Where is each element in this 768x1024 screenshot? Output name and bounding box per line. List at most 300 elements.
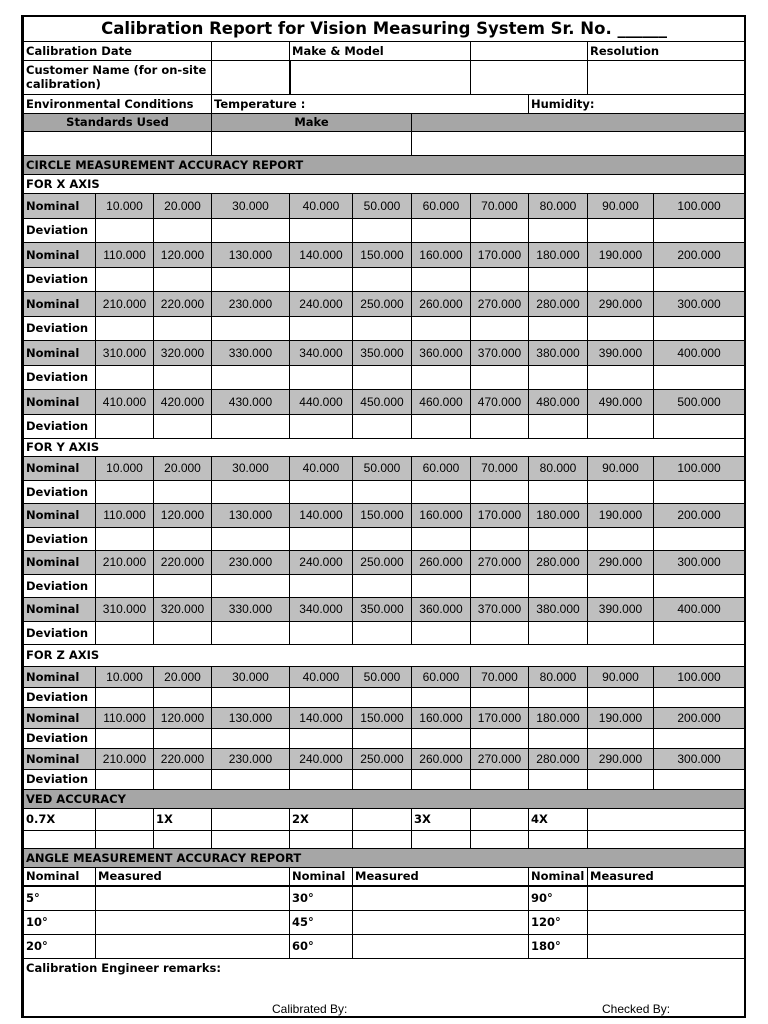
deviation-value-field[interactable] [529, 480, 588, 503]
nominal-value: 290.000 [588, 550, 654, 574]
deviation-value-field[interactable] [290, 316, 353, 340]
deviation-value-field[interactable] [412, 527, 471, 550]
nominal-value: 350.000 [353, 340, 412, 365]
ved-blank[interactable] [471, 830, 529, 848]
ved-mag-label: 2X [290, 808, 353, 830]
nominal-value: 140.000 [290, 707, 353, 728]
deviation-value-field[interactable] [212, 527, 290, 550]
nominal-value: 410.000 [96, 389, 154, 414]
nominal-value: 480.000 [529, 389, 588, 414]
nominal-value: 400.000 [654, 340, 745, 365]
ved-blank[interactable] [588, 830, 745, 848]
nominal-value: 290.000 [588, 748, 654, 769]
deviation-value-field[interactable] [588, 574, 654, 597]
ved-blank[interactable] [353, 830, 412, 848]
deviation-value-field[interactable] [96, 687, 154, 707]
nominal-value: 150.000 [353, 503, 412, 527]
remarks-label: Calibration Engineer remarks: [26, 960, 221, 975]
nominal-value: 500.000 [654, 389, 745, 414]
deviation-value-field[interactable] [471, 687, 529, 707]
ved-value-field[interactable] [96, 808, 154, 830]
deviation-value-field[interactable] [290, 621, 353, 644]
deviation-value-field[interactable] [471, 316, 529, 340]
deviation-value-field[interactable] [290, 728, 353, 748]
deviation-value-field[interactable] [290, 218, 353, 242]
nominal-value: 130.000 [212, 242, 290, 267]
deviation-value-field[interactable] [96, 621, 154, 644]
z-axis-deviation-row [24, 687, 745, 707]
customer-extra-field[interactable] [471, 60, 588, 94]
deviation-value-field[interactable] [96, 728, 154, 748]
x-axis-deviation-row [24, 218, 745, 242]
deviation-value-field[interactable] [154, 527, 212, 550]
standards-used-field[interactable] [24, 131, 212, 155]
deviation-value-field[interactable] [588, 365, 654, 389]
nominal-value: 80.000 [529, 666, 588, 687]
angle-measured-field[interactable] [588, 910, 745, 934]
deviation-value-field[interactable] [471, 414, 529, 438]
deviation-value-field[interactable] [412, 267, 471, 291]
angle-measured-field[interactable] [353, 886, 529, 910]
deviation-value-field[interactable] [290, 365, 353, 389]
nominal-value: 370.000 [471, 340, 529, 365]
nominal-value: 280.000 [529, 748, 588, 769]
ved-mag-label: 0.7X [24, 808, 96, 830]
deviation-value-field[interactable] [353, 316, 412, 340]
y-axis-nominal-row [24, 503, 745, 527]
nominal-value: 50.000 [353, 666, 412, 687]
nominal-value: 430.000 [212, 389, 290, 414]
deviation-value-field[interactable] [654, 316, 745, 340]
ved-value-field[interactable] [212, 808, 290, 830]
make-model-field[interactable] [471, 41, 588, 60]
deviation-value-field[interactable] [290, 574, 353, 597]
deviation-value-field[interactable] [353, 687, 412, 707]
deviation-value-field[interactable] [96, 316, 154, 340]
nominal-value: 230.000 [212, 748, 290, 769]
nominal-value: 310.000 [96, 340, 154, 365]
deviation-value-field[interactable] [353, 365, 412, 389]
nominal-value: 30.000 [212, 666, 290, 687]
nominal-value: 390.000 [588, 340, 654, 365]
nominal-value: 300.000 [654, 748, 745, 769]
angle-nominal-value: 120° [529, 910, 588, 934]
nominal-value: 100.000 [654, 193, 745, 218]
deviation-value-field[interactable] [654, 621, 745, 644]
standards-make-field[interactable] [212, 131, 412, 155]
deviation-value-field[interactable] [212, 574, 290, 597]
deviation-value-field[interactable] [154, 728, 212, 748]
deviation-value-field[interactable] [154, 687, 212, 707]
nominal-value: 280.000 [529, 550, 588, 574]
nominal-value: 180.000 [529, 707, 588, 728]
deviation-value-field[interactable] [96, 414, 154, 438]
deviation-value-field[interactable] [290, 687, 353, 707]
deviation-value-field[interactable] [96, 527, 154, 550]
nominal-label: Nominal [24, 707, 96, 728]
angle-nominal-value: 60° [290, 934, 353, 958]
nominal-value: 190.000 [588, 503, 654, 527]
deviation-value-field[interactable] [471, 769, 529, 789]
deviation-value-field[interactable] [212, 769, 290, 789]
nominal-value: 220.000 [154, 748, 212, 769]
nominal-value: 230.000 [212, 291, 290, 316]
deviation-value-field[interactable] [588, 267, 654, 291]
deviation-value-field[interactable] [353, 218, 412, 242]
deviation-value-field[interactable] [412, 574, 471, 597]
deviation-value-field[interactable] [588, 769, 654, 789]
deviation-value-field[interactable] [588, 621, 654, 644]
ved-value-field[interactable] [588, 808, 745, 830]
y-axis-title: FOR Y AXIS [24, 438, 745, 456]
deviation-value-field[interactable] [212, 414, 290, 438]
nominal-value: 380.000 [529, 340, 588, 365]
nominal-value: 110.000 [96, 503, 154, 527]
deviation-value-field[interactable] [471, 527, 529, 550]
deviation-value-field[interactable] [471, 621, 529, 644]
deviation-value-field[interactable] [154, 574, 212, 597]
deviation-value-field[interactable] [412, 218, 471, 242]
deviation-value-field[interactable] [412, 621, 471, 644]
deviation-value-field[interactable] [654, 574, 745, 597]
deviation-value-field[interactable] [412, 769, 471, 789]
remarks-area[interactable] [24, 958, 745, 1016]
x-axis-nominal-row [24, 242, 745, 267]
angle-row [24, 934, 745, 958]
nominal-value: 110.000 [96, 242, 154, 267]
deviation-value-field[interactable] [212, 687, 290, 707]
ved-value-field[interactable] [353, 808, 412, 830]
y-axis-deviation-row [24, 480, 745, 503]
ved-blank[interactable] [412, 830, 471, 848]
deviation-label: Deviation [24, 480, 96, 503]
deviation-value-field[interactable] [154, 267, 212, 291]
deviation-value-field[interactable] [353, 621, 412, 644]
nominal-value: 440.000 [290, 389, 353, 414]
deviation-value-field[interactable] [588, 414, 654, 438]
deviation-label: Deviation [24, 769, 96, 789]
angle-nominal-value: 30° [290, 886, 353, 910]
nominal-value: 140.000 [290, 242, 353, 267]
x-axis-nominal-row [24, 389, 745, 414]
deviation-value-field[interactable] [212, 316, 290, 340]
nominal-value: 120.000 [154, 707, 212, 728]
deviation-label: Deviation [24, 414, 96, 438]
nominal-value: 60.000 [412, 193, 471, 218]
angle-nominal-value: 90° [529, 886, 588, 910]
deviation-value-field[interactable] [588, 687, 654, 707]
ved-blank[interactable] [24, 830, 96, 848]
nominal-label: Nominal [24, 550, 96, 574]
angle-measured-field[interactable] [96, 886, 290, 910]
deviation-value-field[interactable] [529, 687, 588, 707]
deviation-value-field[interactable] [96, 574, 154, 597]
angle-nominal-value: 180° [529, 934, 588, 958]
deviation-value-field[interactable] [654, 769, 745, 789]
deviation-value-field[interactable] [96, 218, 154, 242]
y-axis-nominal-row [24, 550, 745, 574]
deviation-value-field[interactable] [588, 728, 654, 748]
deviation-label: Deviation [24, 527, 96, 550]
nominal-value: 330.000 [212, 597, 290, 621]
deviation-value-field[interactable] [471, 365, 529, 389]
deviation-value-field[interactable] [529, 769, 588, 789]
deviation-value-field[interactable] [154, 316, 212, 340]
nominal-label: Nominal [24, 456, 96, 480]
deviation-value-field[interactable] [154, 414, 212, 438]
nominal-label: Nominal [24, 748, 96, 769]
nominal-label: Nominal [24, 340, 96, 365]
nominal-value: 170.000 [471, 242, 529, 267]
deviation-value-field[interactable] [154, 769, 212, 789]
nominal-value: 120.000 [154, 503, 212, 527]
deviation-value-field[interactable] [412, 365, 471, 389]
deviation-value-field[interactable] [529, 527, 588, 550]
x-axis-deviation-row [24, 316, 745, 340]
nominal-value: 360.000 [412, 340, 471, 365]
nominal-value: 30.000 [212, 193, 290, 218]
nominal-value: 140.000 [290, 503, 353, 527]
nominal-value: 370.000 [471, 597, 529, 621]
deviation-value-field[interactable] [654, 527, 745, 550]
deviation-value-field[interactable] [353, 527, 412, 550]
deviation-value-field[interactable] [212, 728, 290, 748]
deviation-value-field[interactable] [154, 218, 212, 242]
deviation-value-field[interactable] [654, 414, 745, 438]
nominal-value: 180.000 [529, 242, 588, 267]
angle-row [24, 886, 745, 910]
deviation-value-field[interactable] [471, 218, 529, 242]
nominal-label: Nominal [24, 597, 96, 621]
nominal-label: Nominal [24, 291, 96, 316]
ved-blank[interactable] [154, 830, 212, 848]
deviation-value-field[interactable] [471, 267, 529, 291]
deviation-value-field[interactable] [471, 728, 529, 748]
angle-nominal-value: 10° [24, 910, 96, 934]
nominal-value: 390.000 [588, 597, 654, 621]
deviation-value-field[interactable] [353, 267, 412, 291]
deviation-value-field[interactable] [212, 218, 290, 242]
nominal-value: 90.000 [588, 456, 654, 480]
make-model-label: Make & Model [290, 41, 471, 60]
angle-measured-header: Measured [588, 867, 745, 886]
deviation-value-field[interactable] [96, 267, 154, 291]
standards-blank-header [412, 113, 745, 131]
x-axis-deviation-row [24, 365, 745, 389]
standards-extra-field[interactable] [412, 131, 745, 155]
angle-measured-field[interactable] [96, 910, 290, 934]
deviation-value-field[interactable] [529, 365, 588, 389]
nominal-value: 330.000 [212, 340, 290, 365]
deviation-label: Deviation [24, 621, 96, 644]
nominal-value: 200.000 [654, 242, 745, 267]
angle-measured-header: Measured [353, 867, 529, 886]
ved-section-title: VED ACCURACY [24, 789, 745, 808]
deviation-value-field[interactable] [471, 574, 529, 597]
nominal-value: 300.000 [654, 291, 745, 316]
z-axis-nominal-row [24, 707, 745, 728]
nominal-value: 200.000 [654, 503, 745, 527]
deviation-value-field[interactable] [529, 621, 588, 644]
nominal-value: 150.000 [353, 707, 412, 728]
deviation-value-field[interactable] [588, 480, 654, 503]
nominal-value: 70.000 [471, 456, 529, 480]
deviation-value-field[interactable] [529, 414, 588, 438]
deviation-value-field[interactable] [588, 218, 654, 242]
nominal-value: 40.000 [290, 456, 353, 480]
deviation-label: Deviation [24, 574, 96, 597]
nominal-value: 260.000 [412, 291, 471, 316]
angle-measured-field[interactable] [96, 934, 290, 958]
ved-value-field[interactable] [471, 808, 529, 830]
deviation-value-field[interactable] [212, 480, 290, 503]
deviation-value-field[interactable] [588, 527, 654, 550]
nominal-value: 320.000 [154, 340, 212, 365]
standards-used-header: Standards Used [24, 113, 212, 131]
y-axis-nominal-row [24, 456, 745, 480]
deviation-value-field[interactable] [154, 480, 212, 503]
deviation-value-field[interactable] [353, 414, 412, 438]
nominal-value: 420.000 [154, 389, 212, 414]
deviation-value-field[interactable] [654, 267, 745, 291]
nominal-value: 80.000 [529, 193, 588, 218]
deviation-value-field[interactable] [353, 728, 412, 748]
deviation-value-field[interactable] [290, 267, 353, 291]
deviation-value-field[interactable] [212, 621, 290, 644]
nominal-value: 60.000 [412, 456, 471, 480]
nominal-label: Nominal [24, 389, 96, 414]
customer-extra-field-2[interactable] [588, 60, 745, 94]
nominal-label: Nominal [24, 242, 96, 267]
nominal-value: 240.000 [290, 748, 353, 769]
nominal-value: 260.000 [412, 550, 471, 574]
nominal-value: 130.000 [212, 707, 290, 728]
angle-nominal-value: 45° [290, 910, 353, 934]
x-axis-nominal-row [24, 193, 745, 218]
nominal-value: 270.000 [471, 550, 529, 574]
deviation-value-field[interactable] [412, 687, 471, 707]
deviation-value-field[interactable] [353, 574, 412, 597]
deviation-value-field[interactable] [654, 218, 745, 242]
deviation-value-field[interactable] [412, 414, 471, 438]
calibration-report-sheet [21, 15, 746, 1018]
nominal-value: 200.000 [654, 707, 745, 728]
ved-mag-label: 1X [154, 808, 212, 830]
deviation-value-field[interactable] [529, 316, 588, 340]
nominal-value: 20.000 [154, 193, 212, 218]
deviation-value-field[interactable] [412, 480, 471, 503]
deviation-label: Deviation [24, 316, 96, 340]
nominal-value: 270.000 [471, 748, 529, 769]
angle-measured-header: Measured [96, 867, 290, 886]
nominal-value: 490.000 [588, 389, 654, 414]
angle-measured-field[interactable] [353, 934, 529, 958]
nominal-value: 70.000 [471, 193, 529, 218]
deviation-value-field[interactable] [290, 480, 353, 503]
deviation-value-field[interactable] [290, 769, 353, 789]
ved-blank[interactable] [96, 830, 154, 848]
deviation-value-field[interactable] [529, 728, 588, 748]
deviation-value-field[interactable] [96, 480, 154, 503]
angle-section-title: ANGLE MEASUREMENT ACCURACY REPORT [24, 848, 745, 867]
deviation-value-field[interactable] [654, 728, 745, 748]
deviation-value-field[interactable] [154, 621, 212, 644]
nominal-value: 20.000 [154, 456, 212, 480]
deviation-value-field[interactable] [654, 365, 745, 389]
deviation-value-field[interactable] [154, 365, 212, 389]
nominal-value: 250.000 [353, 748, 412, 769]
nominal-value: 450.000 [353, 389, 412, 414]
deviation-value-field[interactable] [212, 267, 290, 291]
calibration-date-field[interactable] [212, 41, 290, 60]
angle-measured-field[interactable] [588, 934, 745, 958]
x-axis-title: FOR X AXIS [24, 174, 745, 193]
angle-measured-field[interactable] [353, 910, 529, 934]
customer-name-field-2[interactable] [290, 60, 471, 94]
deviation-value-field[interactable] [412, 728, 471, 748]
nominal-value: 30.000 [212, 456, 290, 480]
deviation-value-field[interactable] [529, 267, 588, 291]
deviation-value-field[interactable] [353, 769, 412, 789]
ved-blank[interactable] [290, 830, 353, 848]
nominal-value: 90.000 [588, 666, 654, 687]
nominal-value: 380.000 [529, 597, 588, 621]
z-axis-nominal-row [24, 748, 745, 769]
nominal-value: 220.000 [154, 291, 212, 316]
deviation-value-field[interactable] [588, 316, 654, 340]
nominal-value: 190.000 [588, 242, 654, 267]
angle-nominal-value: 20° [24, 934, 96, 958]
nominal-value: 150.000 [353, 242, 412, 267]
deviation-value-field[interactable] [353, 480, 412, 503]
angle-nominal-value: 5° [24, 886, 96, 910]
ved-blank[interactable] [212, 830, 290, 848]
humidity-label: Humidity: [529, 94, 745, 113]
deviation-value-field[interactable] [290, 527, 353, 550]
y-axis-deviation-row [24, 621, 745, 644]
deviation-value-field[interactable] [471, 480, 529, 503]
z-axis-title: FOR Z AXIS [24, 644, 745, 666]
x-axis-nominal-row [24, 291, 745, 316]
nominal-value: 60.000 [412, 666, 471, 687]
nominal-value: 110.000 [96, 707, 154, 728]
angle-row [24, 910, 745, 934]
ved-blank[interactable] [529, 830, 588, 848]
deviation-value-field[interactable] [654, 480, 745, 503]
nominal-value: 210.000 [96, 550, 154, 574]
deviation-value-field[interactable] [529, 574, 588, 597]
page-title: Calibration Report for Vision Measuring System Sr. No. ______ [24, 17, 745, 41]
deviation-value-field[interactable] [529, 218, 588, 242]
customer-name-label: Customer Name (for on-site calibration) [24, 60, 212, 94]
deviation-value-field[interactable] [212, 365, 290, 389]
nominal-value: 10.000 [96, 456, 154, 480]
nominal-value: 310.000 [96, 597, 154, 621]
angle-nominal-header: Nominal [529, 867, 588, 886]
angle-measured-field[interactable] [588, 886, 745, 910]
y-axis-deviation-row [24, 574, 745, 597]
customer-name-field[interactable] [212, 60, 290, 94]
nominal-value: 100.000 [654, 666, 745, 687]
x-axis-nominal-row [24, 340, 745, 365]
calibrated-by-label: Calibrated By: [272, 1001, 348, 1016]
deviation-value-field[interactable] [412, 316, 471, 340]
deviation-value-field[interactable] [290, 414, 353, 438]
nominal-value: 220.000 [154, 550, 212, 574]
deviation-value-field[interactable] [654, 687, 745, 707]
deviation-value-field[interactable] [96, 365, 154, 389]
deviation-value-field[interactable] [96, 769, 154, 789]
